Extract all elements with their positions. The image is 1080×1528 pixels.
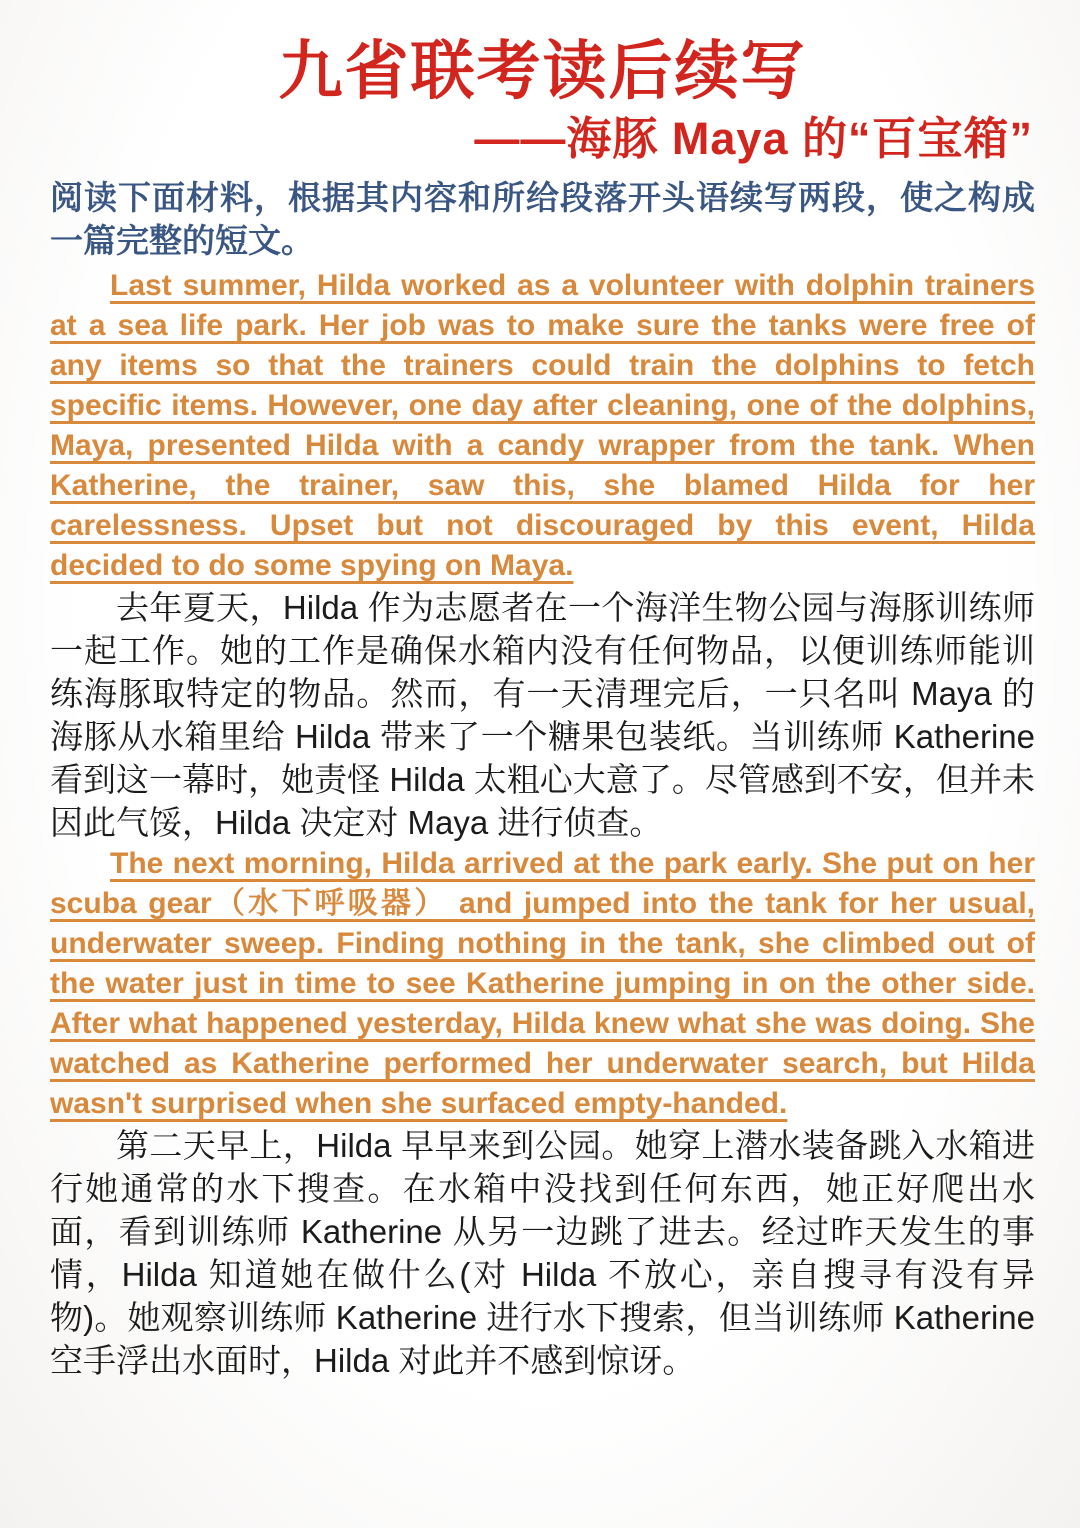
english-source-paragraph-1: Last summer, Hilda worked as a volunteer with dolphin trainers at a sea life park. Her job was to make sure the tanks were free of any items so that the trainers could train the dolphins to fetch specific items. However, one day after cleaning, one of the dolphins, Maya, presented Hilda with a candy wrapper from the tank. When Katherine, the trainer, saw this, she blamed Hilda for her carelessness. Upset but not discouraged by this event, Hilda decided to do some spying on Maya.	[50, 269, 1035, 583]
chinese-translation-paragraph-1: 去年夏天，Hilda 作为志愿者在一个海洋生物公园与海豚训练师一起工作。她的工作是确保水箱内没有任何物品，以便训练师能训练海豚取特定的物品。然而，有一天清理完后，一只名叫 Maya 的海豚从水箱里给 Hilda 带来了一个糖果包装纸。当训练师 Katherine 看到这一幕时，她责怪 Hilda 太粗心大意了。尽管感到不安，但并未因此气馁，Hilda 决定对 Maya 进行侦查。	[50, 589, 1035, 842]
task-instruction-text: 阅读下面材料，根据其内容和所给段落开头语续写两段，使之构成一篇完整的短文。	[50, 179, 1035, 260]
chinese-translation-paragraph-2: 第二天早上，Hilda 早早来到公园。她穿上潜水装备跳入水箱进行她通常的水下搜查。在水箱中没找到任何东西，她正好爬出水面，看到训练师 Katherine 从另一边跳了进去。经过昨天发生的事情，Hilda 知道她在做什么(对 Hilda 不放心，亲自搜寻有没有异物)。她观察训练师 Katherine 进行水下搜索，但当训练师 Katherine 空手浮出水面时，Hilda 对此并不感到惊讶。	[50, 1127, 1035, 1380]
english-source-paragraph-2: The next morning, Hilda arrived at the park early. She put on her scuba gear（水下呼吸器） and jumped into the tank for her usual, underwater sweep. Finding nothing in the tank, she climbed out of the water just in time to see Katherine jumping in on the other side. After what happened yesterday, Hilda knew what she was doing. She watched as Katherine performed her underwater search, but Hilda wasn't surprised when she surfaced empty-handed.	[50, 847, 1035, 1121]
page-title: 九省联考读后续写	[278, 35, 807, 107]
page-subtitle: ——海豚 Maya 的“百宝箱”	[474, 113, 1033, 165]
